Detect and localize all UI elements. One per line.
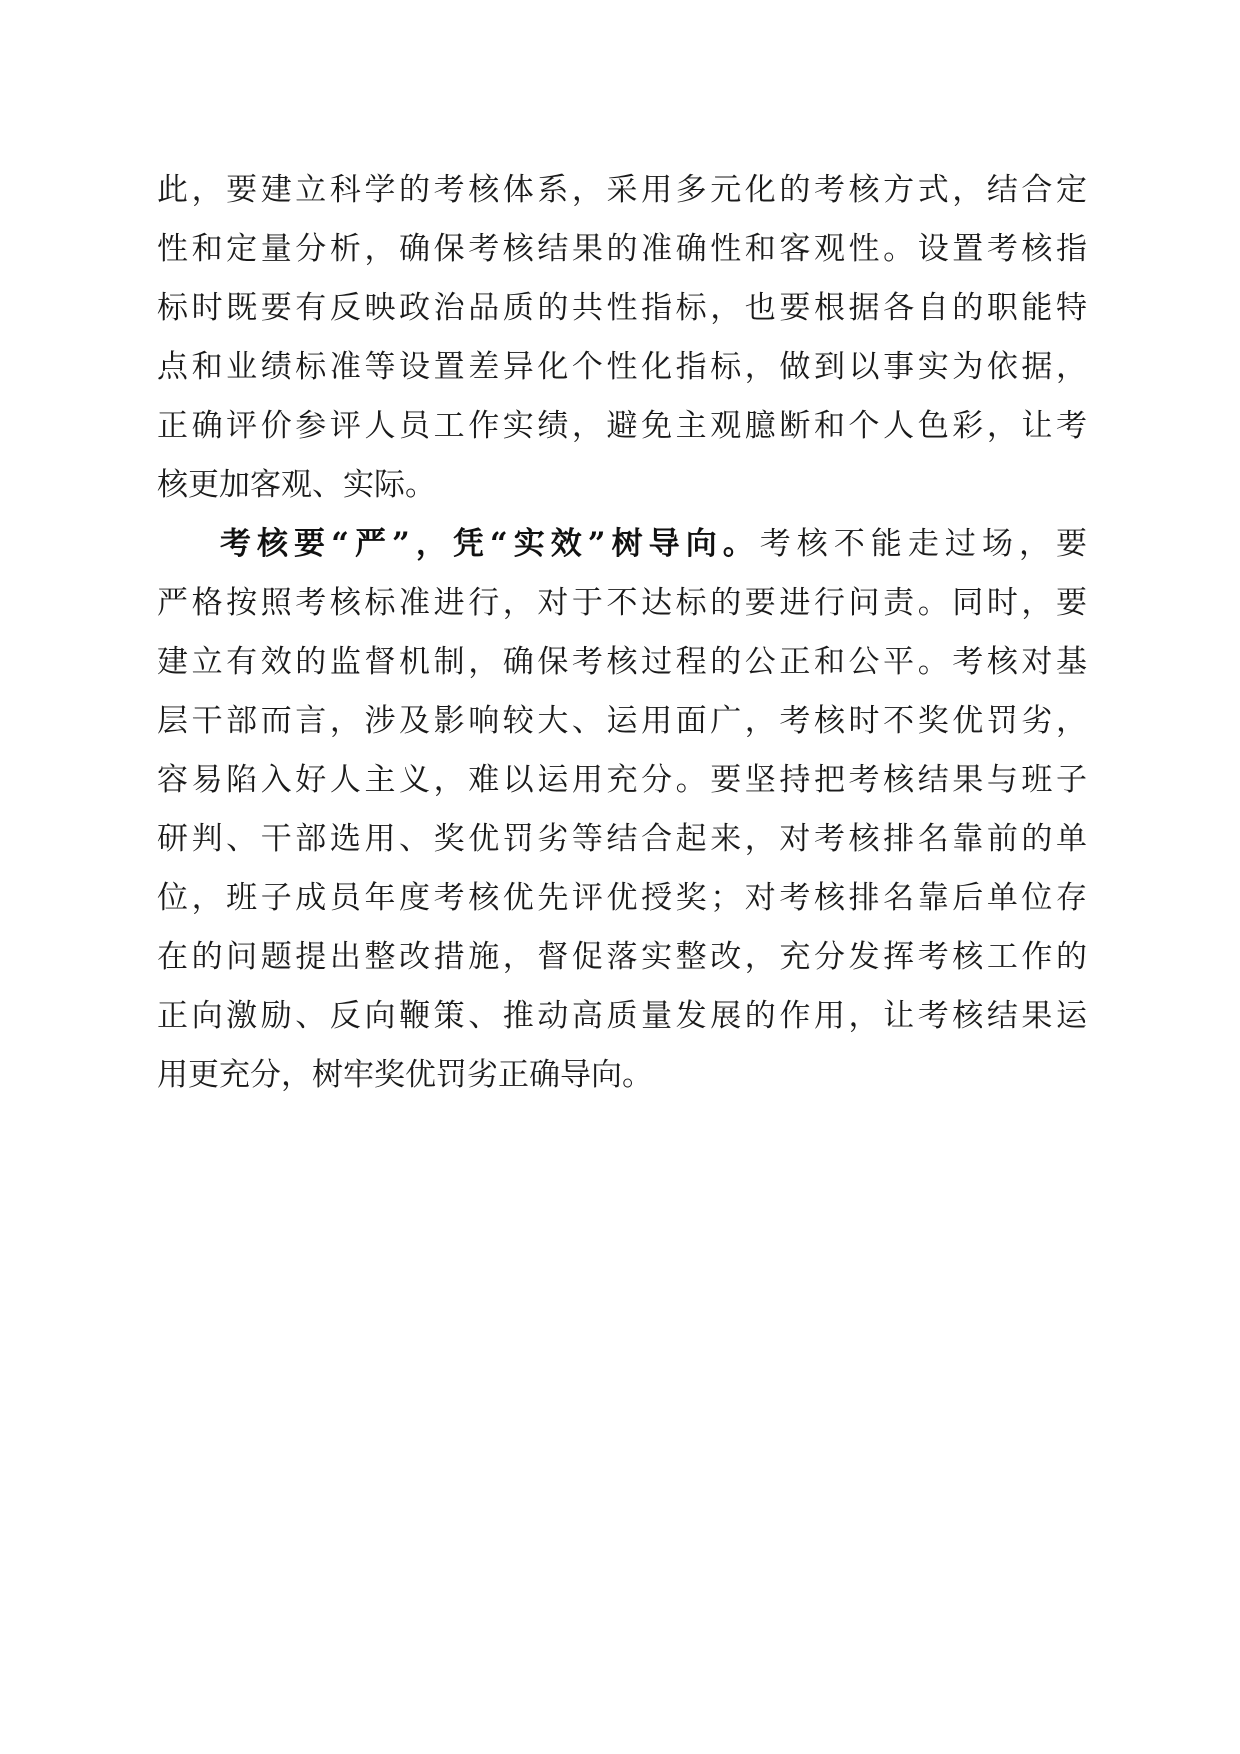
text-line-rest: 考核不能走过场，要: [759, 526, 1088, 562]
text-line: 核更加客观、实际。: [157, 467, 436, 503]
text-line: 位，班子成员年度考核优先评优授奖；对考核排名靠后单位存: [157, 880, 1087, 916]
text-line: 容易陷入好人主义，难以运用充分。要坚持把考核结果与班子: [157, 762, 1087, 798]
paragraph-heading: 考核要“严”，凭“实效”树导向。: [220, 526, 760, 562]
text-line: 严格按照考核标准进行，对于不达标的要进行问责。同时，要: [157, 585, 1087, 621]
text-line: 建立有效的监督机制，确保考核过程的公正和公平。考核对基: [157, 644, 1087, 680]
text-line: 研判、干部选用、奖优罚劣等结合起来，对考核排名靠前的单: [157, 821, 1087, 857]
text-line: 正确评价参评人员工作实绩，避免主观臆断和个人色彩，让考: [157, 408, 1087, 444]
text-line: 标时既要有反映政治品质的共性指标，也要根据各自的职能特: [157, 290, 1087, 326]
text-line: 正向激励、反向鞭策、推动高质量发展的作用，让考核结果运: [157, 998, 1087, 1034]
text-line: 此，要建立科学的考核体系，采用多元化的考核方式，结合定: [157, 172, 1087, 208]
text-line: 用更充分，树牢奖优罚劣正确导向。: [157, 1057, 653, 1093]
text-line: 性和定量分析，确保考核结果的准确性和客观性。设置考核指: [157, 231, 1087, 267]
text-line: 层干部而言，涉及影响较大、运用面广，考核时不奖优罚劣，: [157, 703, 1087, 739]
paragraph-first-line: [220, 524, 1087, 564]
text-line: 在的问题提出整改措施，督促落实整改，充分发挥考核工作的: [157, 939, 1087, 975]
text-line: 点和业绩标准等设置差异化个性化指标，做到以事实为依据，: [157, 349, 1087, 385]
